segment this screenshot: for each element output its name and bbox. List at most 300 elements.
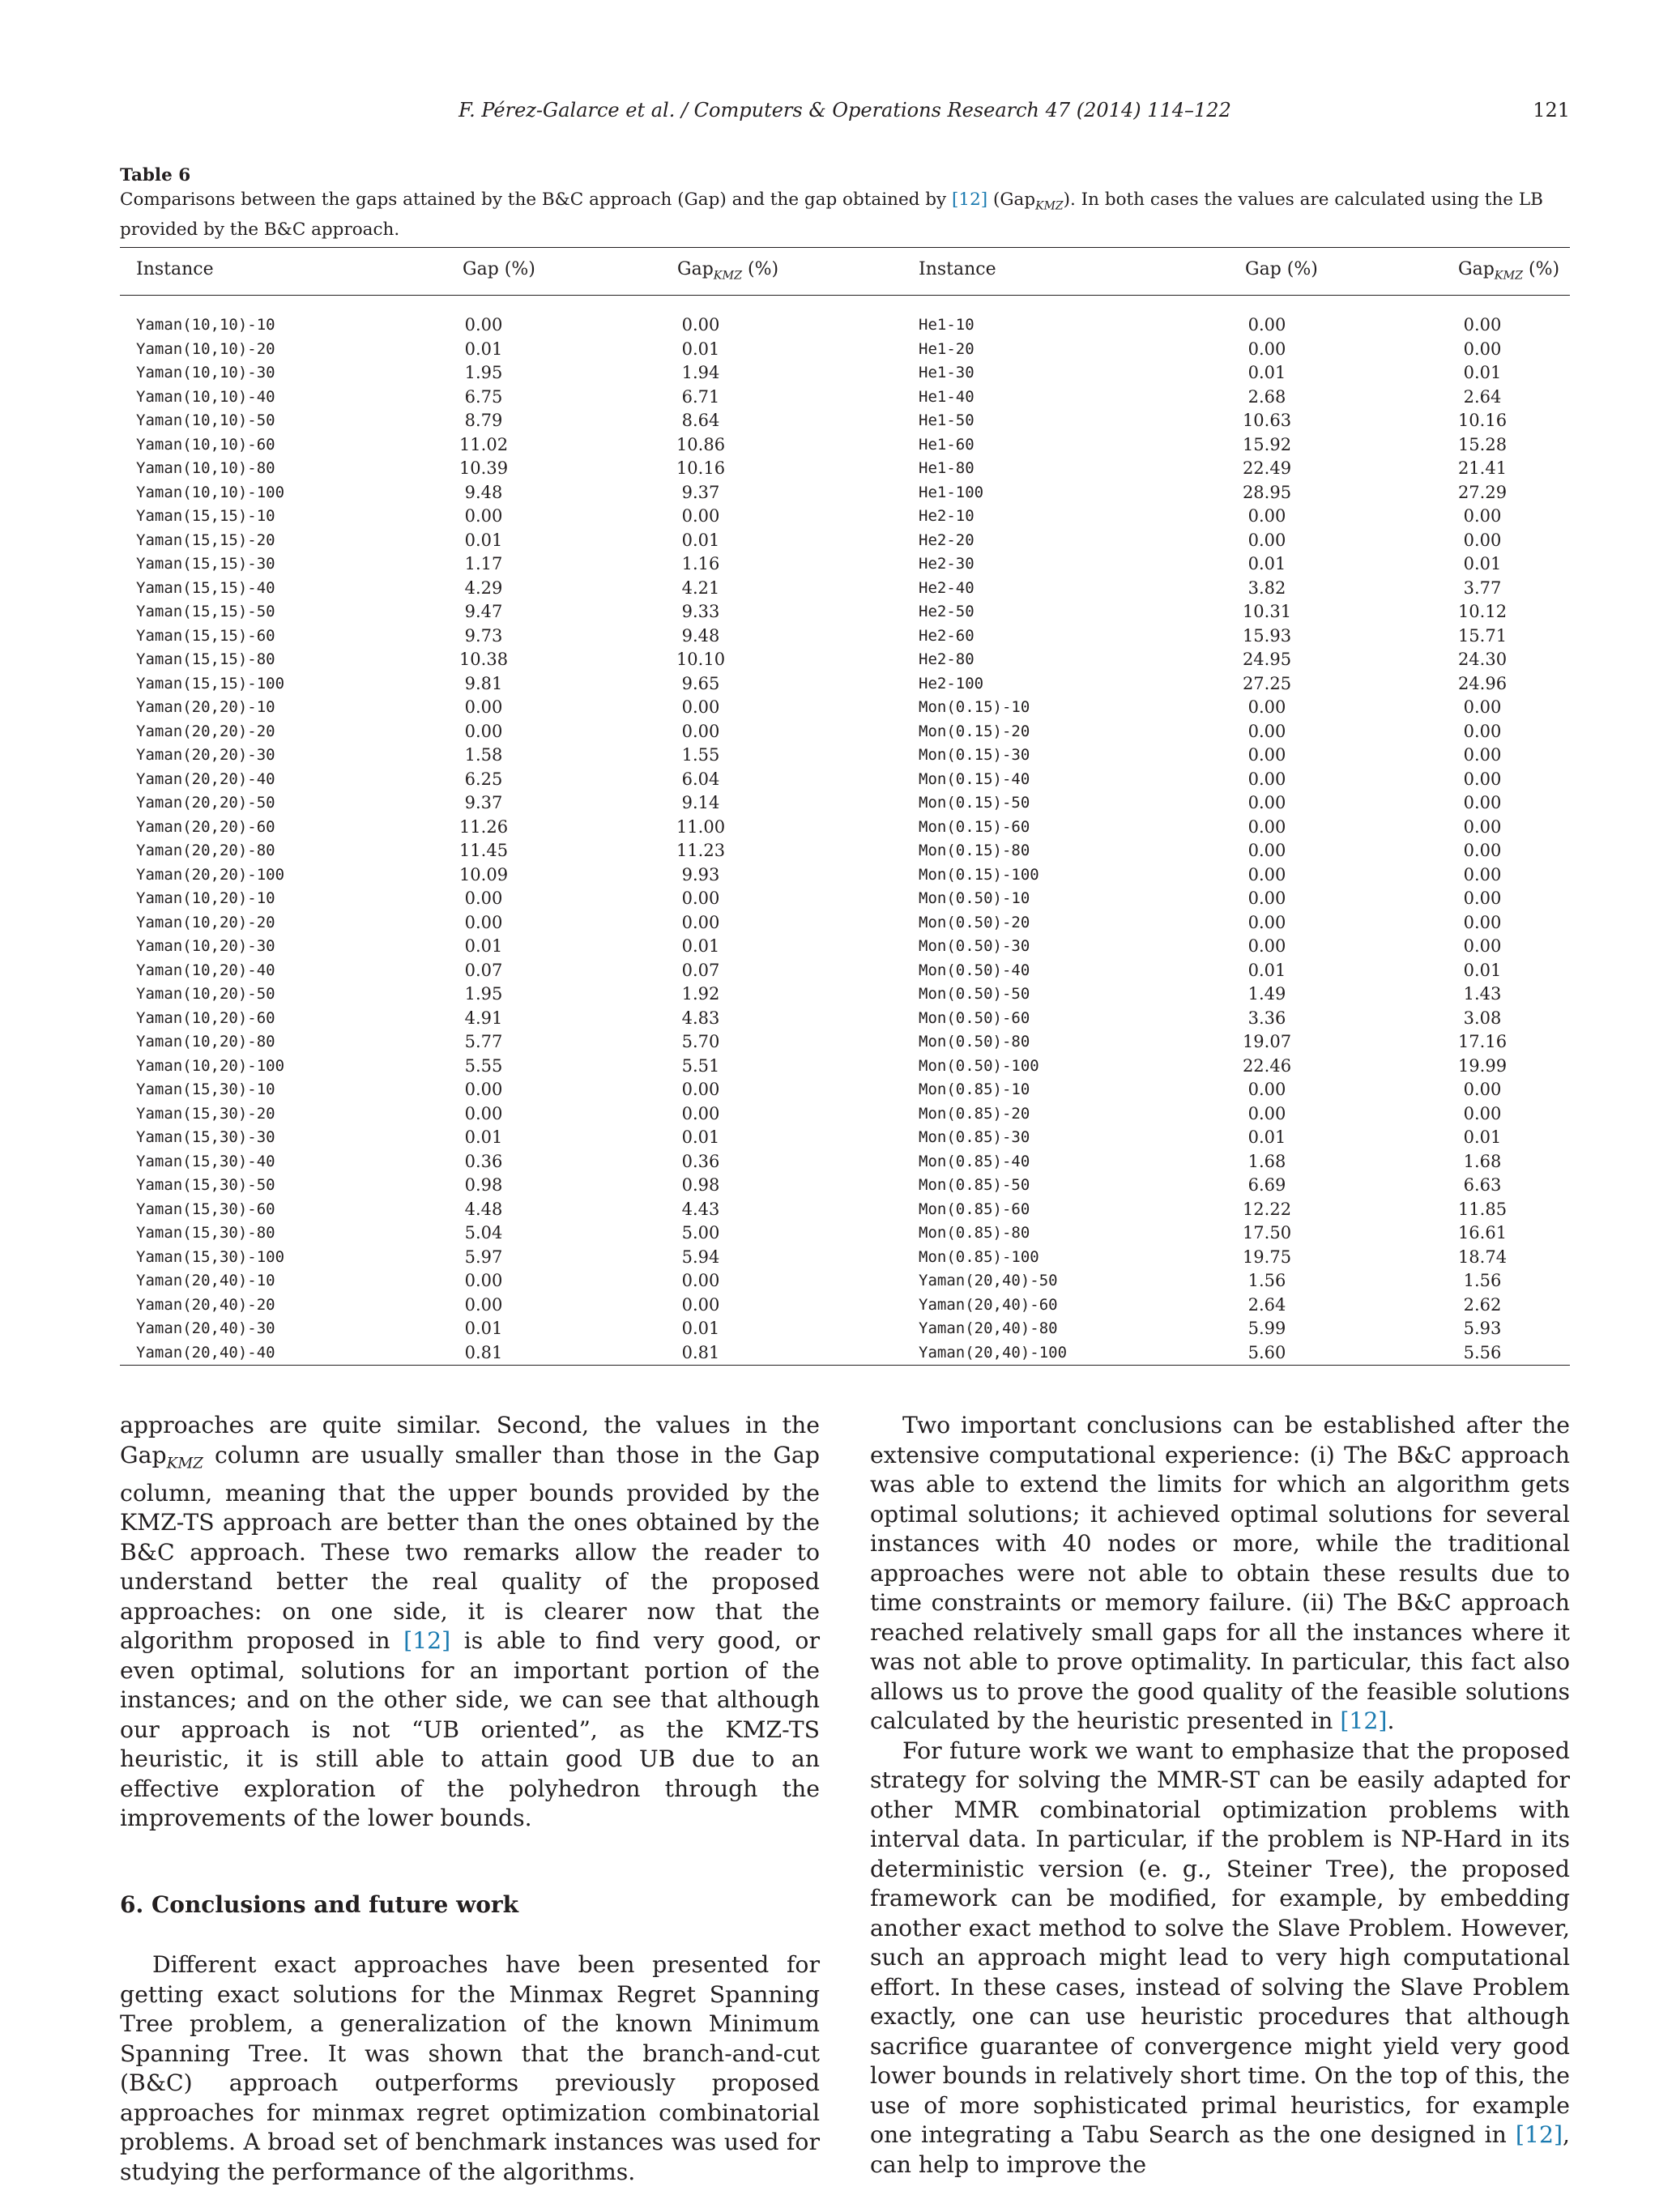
header-instance-left: Instance xyxy=(136,259,214,279)
cell-instance-right: He1-10 xyxy=(919,316,975,334)
cell-gap-left: 0.81 xyxy=(464,1342,503,1362)
cell-gapkmz-right: 0.00 xyxy=(1463,769,1502,789)
table-body xyxy=(120,296,1570,1365)
table-row xyxy=(120,1102,1570,1127)
cell-gapkmz-right: 0.00 xyxy=(1463,697,1502,717)
cell-instance-right: Mon(0.50)-50 xyxy=(919,985,1030,1003)
cell-gap-left: 4.48 xyxy=(464,1199,503,1219)
cell-gapkmz-right: 11.85 xyxy=(1457,1199,1508,1219)
cell-gapkmz-left: 10.86 xyxy=(676,434,726,454)
cell-gapkmz-left: 11.00 xyxy=(676,816,726,837)
table-row xyxy=(120,1269,1570,1294)
cell-instance-left: Yaman(10,20)-20 xyxy=(136,913,275,931)
cell-gapkmz-right: 15.71 xyxy=(1457,625,1508,646)
table-row xyxy=(120,577,1570,601)
cell-instance-right: He1-50 xyxy=(919,411,975,429)
table-row xyxy=(120,1078,1570,1102)
cell-gap-left: 0.36 xyxy=(464,1151,503,1171)
table-row xyxy=(120,887,1570,911)
table-row xyxy=(120,959,1570,983)
cell-gapkmz-left: 0.00 xyxy=(681,889,720,908)
cell-gapkmz-right: 10.16 xyxy=(1457,411,1508,430)
cell-instance-left: Yaman(15,15)-20 xyxy=(136,531,275,549)
cell-instance-right: Mon(0.85)-60 xyxy=(919,1200,1030,1218)
cell-instance-right: Mon(0.85)-10 xyxy=(919,1080,1030,1098)
cell-instance-left: Yaman(20,20)-30 xyxy=(136,746,275,764)
cell-instance-left: Yaman(10,10)-50 xyxy=(136,411,275,429)
cell-instance-right: Mon(0.15)-10 xyxy=(919,698,1030,716)
left-paragraph-1 xyxy=(120,1411,820,1834)
cell-gap-right: 0.00 xyxy=(1247,506,1286,526)
cell-gapkmz-left: 6.71 xyxy=(681,386,720,407)
cell-gapkmz-right: 10.12 xyxy=(1457,602,1508,621)
cell-instance-right: Mon(0.15)-80 xyxy=(919,842,1030,859)
table-row xyxy=(120,768,1570,792)
cell-gapkmz-right: 16.61 xyxy=(1457,1223,1508,1242)
cell-gapkmz-left: 0.36 xyxy=(681,1151,720,1171)
cell-gapkmz-right: 0.01 xyxy=(1463,554,1502,573)
right-p2-text-a: For future work we want to emphasize that the proposed strategy for solving the MMR-ST can be easily adapted for other MMR combinatorial optimization problems with interval data. In particular, if the problem is NP-Hard in its deterministic version (e. g., Steiner Tree), the proposed framework can be modified, for example, by embedding another exact method to solve the Slave Problem. However, such an approach might lead to very high computational effort. In these cases, instead of solving the Slave Problem exactly, one can use heuristic procedures that although sacrifice guarantee of convergence might yield very good lower bounds in relatively short time. On the top of this, the use of more sophisticated primal heuristics, for example one integrating a Tabu Search as the one designed in xyxy=(870,1737,1570,2148)
cell-instance-left: Yaman(10,10)-60 xyxy=(136,435,275,454)
cell-gap-right: 1.49 xyxy=(1247,984,1286,1004)
cell-gap-right: 0.01 xyxy=(1247,1127,1286,1147)
cell-gap-right: 5.99 xyxy=(1247,1319,1286,1338)
table-row xyxy=(120,386,1570,410)
cell-gapkmz-left: 0.00 xyxy=(681,721,720,741)
cell-gap-left: 0.00 xyxy=(464,506,503,526)
cell-gap-left: 4.91 xyxy=(464,1008,503,1028)
cell-instance-right: Mon(0.50)-40 xyxy=(919,961,1030,979)
table-row xyxy=(120,624,1570,649)
cell-instance-left: Yaman(20,40)-30 xyxy=(136,1319,275,1337)
caption-text-gap: (Gap xyxy=(987,190,1036,210)
cell-instance-right: Mon(0.50)-20 xyxy=(919,913,1030,931)
table-row xyxy=(120,361,1570,386)
cell-gapkmz-right: 0.00 xyxy=(1463,841,1502,860)
cell-gapkmz-left: 11.23 xyxy=(676,841,726,860)
cell-gap-right: 0.00 xyxy=(1247,864,1286,884)
table-row xyxy=(120,648,1570,672)
cell-instance-right: Mon(0.85)-80 xyxy=(919,1224,1030,1242)
table-row xyxy=(120,672,1570,697)
table-row xyxy=(120,313,1570,338)
cell-instance-right: He2-50 xyxy=(919,603,975,620)
cell-gap-right: 0.00 xyxy=(1247,889,1286,908)
cell-gap-right: 0.00 xyxy=(1247,745,1286,765)
cell-instance-right: Yaman(20,40)-100 xyxy=(919,1343,1068,1362)
table-row xyxy=(120,1246,1570,1270)
table-row xyxy=(120,816,1570,840)
cell-instance-right: He2-30 xyxy=(919,555,975,573)
cell-gapkmz-right: 0.00 xyxy=(1463,936,1502,956)
header-gap-left: Gap (%) xyxy=(463,259,535,279)
cell-gapkmz-right: 0.00 xyxy=(1463,889,1502,908)
cell-gapkmz-right: 0.01 xyxy=(1463,363,1502,382)
cell-gap-right: 19.75 xyxy=(1242,1247,1292,1267)
cell-instance-left: Yaman(20,20)-50 xyxy=(136,794,275,812)
cell-instance-right: He1-40 xyxy=(919,387,975,406)
cell-gap-left: 6.25 xyxy=(464,769,503,789)
cell-gapkmz-right: 24.96 xyxy=(1457,673,1508,693)
table-row xyxy=(120,1341,1570,1366)
cell-instance-left: Yaman(10,20)-10 xyxy=(136,889,275,907)
cell-instance-right: He2-80 xyxy=(919,650,975,668)
cell-gap-right: 0.00 xyxy=(1247,697,1286,717)
cell-instance-left: Yaman(15,15)-10 xyxy=(136,507,275,525)
cell-gap-left: 10.38 xyxy=(458,650,509,669)
table-caption xyxy=(120,164,1570,242)
table-row xyxy=(120,863,1570,888)
cell-gap-right: 0.00 xyxy=(1247,912,1286,932)
cell-gap-right: 24.95 xyxy=(1242,650,1292,669)
left-text-column xyxy=(120,1411,820,2187)
cell-instance-left: Yaman(15,30)-80 xyxy=(136,1224,275,1242)
cell-gap-left: 11.26 xyxy=(458,816,509,837)
right-text-column xyxy=(870,1411,1570,2180)
cell-gapkmz-left: 5.70 xyxy=(681,1032,720,1051)
cell-instance-right: He1-30 xyxy=(919,364,975,381)
cell-gapkmz-left: 1.92 xyxy=(681,984,720,1004)
table-row xyxy=(120,791,1570,816)
cell-gap-left: 0.98 xyxy=(464,1175,503,1195)
cell-instance-left: Yaman(10,20)-40 xyxy=(136,961,275,979)
cell-gap-right: 2.68 xyxy=(1247,386,1286,407)
cell-gapkmz-right: 18.74 xyxy=(1457,1247,1508,1267)
cell-gapkmz-right: 1.56 xyxy=(1463,1271,1502,1290)
cell-instance-right: He1-100 xyxy=(919,483,984,501)
cell-instance-left: Yaman(20,40)-20 xyxy=(136,1295,275,1314)
cell-gapkmz-left: 9.14 xyxy=(681,793,720,812)
cell-instance-left: Yaman(15,30)-60 xyxy=(136,1200,275,1218)
table-row xyxy=(120,696,1570,720)
cell-instance-right: Mon(0.15)-100 xyxy=(919,865,1039,884)
cell-gap-right: 0.00 xyxy=(1247,793,1286,812)
cell-instance-right: He2-10 xyxy=(919,507,975,525)
cell-gap-left: 9.73 xyxy=(464,625,503,646)
cell-gap-right: 0.01 xyxy=(1247,960,1286,980)
table-row xyxy=(120,1294,1570,1318)
cell-instance-left: Yaman(20,20)-60 xyxy=(136,817,275,836)
cell-gapkmz-left: 4.43 xyxy=(681,1199,720,1219)
cell-gap-right: 0.00 xyxy=(1247,339,1286,359)
cell-instance-right: He2-40 xyxy=(919,578,975,597)
header-gapkmz-left xyxy=(677,259,778,282)
cell-gap-right: 0.00 xyxy=(1247,816,1286,837)
table-row xyxy=(120,1030,1570,1055)
caption-citation-link[interactable]: [12] xyxy=(952,190,988,210)
header-gapkmz-unit: (%) xyxy=(1523,259,1560,279)
cell-gapkmz-right: 19.99 xyxy=(1457,1055,1508,1076)
cell-instance-right: He2-100 xyxy=(919,674,984,693)
left-p1-text-b: column are usually smaller than those in the Gap column, meaning that the upper bounds provided by the KMZ-TS approach are better than the ones obtained by the B&C approach. These two remarks allow the reader to understand better the real quality of the proposed approaches: on one side, it is clearer now that the algorithm proposed in xyxy=(120,1441,820,1655)
table-bottom-rule xyxy=(120,1365,1570,1366)
cell-instance-left: Yaman(15,30)-100 xyxy=(136,1247,285,1266)
header-gapkmz-text: Gap xyxy=(1458,259,1495,279)
right-p1-citation-link[interactable]: [12] xyxy=(1340,1707,1388,1734)
cell-gapkmz-left: 0.00 xyxy=(681,1080,720,1099)
cell-gap-left: 0.00 xyxy=(464,721,503,741)
cell-gap-right: 0.00 xyxy=(1247,769,1286,789)
cell-instance-left: Yaman(20,20)-40 xyxy=(136,769,275,788)
cell-gap-left: 0.00 xyxy=(464,1271,503,1290)
cell-gapkmz-left: 8.64 xyxy=(681,411,720,430)
header-gap-right: Gap (%) xyxy=(1245,259,1318,279)
cell-gap-left: 5.55 xyxy=(464,1055,503,1076)
cell-instance-right: Mon(0.15)-20 xyxy=(919,722,1030,740)
cell-gapkmz-right: 0.00 xyxy=(1463,1080,1502,1099)
cell-gap-left: 1.95 xyxy=(464,363,503,382)
cell-gap-right: 12.22 xyxy=(1242,1199,1292,1219)
cell-gap-right: 5.60 xyxy=(1247,1342,1286,1362)
cell-gapkmz-right: 0.00 xyxy=(1463,793,1502,812)
cell-instance-right: He1-60 xyxy=(919,435,975,454)
table-row xyxy=(120,552,1570,577)
cell-instance-left: Yaman(15,15)-50 xyxy=(136,603,275,620)
cell-gapkmz-right: 21.41 xyxy=(1457,458,1508,478)
right-p1-text-b: . xyxy=(1387,1707,1395,1734)
table-row xyxy=(120,600,1570,624)
cell-gap-left: 0.00 xyxy=(464,912,503,932)
cell-gapkmz-left: 9.65 xyxy=(681,673,720,693)
table-row xyxy=(120,1126,1570,1150)
table-row xyxy=(120,505,1570,529)
cell-gapkmz-right: 0.00 xyxy=(1463,912,1502,932)
cell-gapkmz-left: 0.81 xyxy=(681,1342,720,1362)
cell-gapkmz-left: 5.51 xyxy=(681,1055,720,1076)
cell-instance-right: Mon(0.85)-40 xyxy=(919,1152,1030,1170)
cell-instance-right: He2-20 xyxy=(919,531,975,549)
cell-gap-left: 0.00 xyxy=(464,889,503,908)
left-p1-text-a: approaches are quite similar. Second, the values in the Gap xyxy=(120,1412,820,1468)
cell-gapkmz-right: 15.28 xyxy=(1457,434,1508,454)
cell-gap-right: 27.25 xyxy=(1242,673,1292,693)
cell-instance-right: Mon(0.15)-30 xyxy=(919,746,1030,764)
left-paragraph-2: Different exact approaches have been presented for getting exact solutions for the Minmax Regret Spanning Tree problem, a generalization of the known Minimum Spanning Tree. It was shown that the branch-and-cut (B&C) approach outperforms previously proposed approaches for minmax regret optimization combinatorial problems. A broad set of benchmark instances was used for studying the performance of the algorithms. xyxy=(120,1951,820,2185)
cell-gap-right: 2.64 xyxy=(1247,1294,1286,1315)
cell-instance-left: Yaman(15,30)-20 xyxy=(136,1104,275,1123)
cell-gap-left: 1.17 xyxy=(464,554,503,573)
cell-gap-left: 0.00 xyxy=(464,1294,503,1315)
cell-gapkmz-left: 9.37 xyxy=(681,482,720,502)
cell-gap-left: 0.01 xyxy=(464,936,503,956)
cell-gap-left: 0.01 xyxy=(464,339,503,359)
cell-gapkmz-left: 1.94 xyxy=(681,363,720,382)
cell-gap-right: 3.36 xyxy=(1247,1008,1286,1028)
table-row xyxy=(120,982,1570,1007)
cell-instance-right: Yaman(20,40)-50 xyxy=(919,1272,1058,1289)
cell-instance-right: Mon(0.50)-10 xyxy=(919,889,1030,907)
cell-gapkmz-right: 1.68 xyxy=(1463,1151,1502,1171)
cell-instance-left: Yaman(20,20)-80 xyxy=(136,842,275,859)
cell-gapkmz-left: 0.00 xyxy=(681,912,720,932)
cell-gapkmz-right: 0.00 xyxy=(1463,530,1502,550)
cell-gapkmz-left: 1.55 xyxy=(681,745,720,765)
cell-gap-right: 0.01 xyxy=(1247,363,1286,382)
table-row xyxy=(120,744,1570,768)
cell-instance-right: He1-20 xyxy=(919,339,975,358)
cell-instance-left: Yaman(15,15)-100 xyxy=(136,674,285,693)
cell-gapkmz-left: 5.00 xyxy=(681,1223,720,1242)
section-heading: 6. Conclusions and future work xyxy=(120,1890,519,1918)
cell-instance-left: Yaman(10,10)-80 xyxy=(136,459,275,477)
caption-subscript: KMZ xyxy=(1035,199,1064,213)
left-p1-sub: KMZ xyxy=(166,1455,203,1473)
header-gapkmz-right xyxy=(1458,259,1559,282)
caption-text-end: ). In both cases the values are calculated using the LB provided by the B&C approach. xyxy=(120,190,1543,241)
page-number: 121 xyxy=(1533,99,1570,121)
cell-gapkmz-right: 0.00 xyxy=(1463,864,1502,884)
cell-gapkmz-left: 0.00 xyxy=(681,506,720,526)
cell-instance-left: Yaman(20,20)-20 xyxy=(136,722,275,740)
cell-gapkmz-right: 2.62 xyxy=(1463,1294,1502,1315)
cell-gapkmz-left: 6.04 xyxy=(681,769,720,789)
cell-instance-left: Yaman(10,20)-30 xyxy=(136,937,275,955)
cell-gap-right: 0.00 xyxy=(1247,1103,1286,1123)
cell-gapkmz-right: 0.00 xyxy=(1463,339,1502,359)
cell-instance-left: Yaman(15,30)-10 xyxy=(136,1080,275,1098)
left-p1-citation-link[interactable]: [12] xyxy=(403,1627,451,1655)
cell-gapkmz-left: 0.00 xyxy=(681,1294,720,1315)
cell-gap-right: 15.93 xyxy=(1242,625,1292,646)
cell-instance-right: Yaman(20,40)-60 xyxy=(919,1295,1058,1314)
cell-gap-left: 0.01 xyxy=(464,1127,503,1147)
cell-gapkmz-right: 0.00 xyxy=(1463,816,1502,837)
cell-gap-left: 0.00 xyxy=(464,1080,503,1099)
cell-gap-right: 19.07 xyxy=(1242,1032,1292,1051)
cell-gap-left: 6.75 xyxy=(464,386,503,407)
cell-instance-right: Yaman(20,40)-80 xyxy=(919,1319,1058,1337)
cell-instance-left: Yaman(10,20)-60 xyxy=(136,1008,275,1027)
cell-gapkmz-left: 9.48 xyxy=(681,625,720,646)
cell-gap-right: 10.31 xyxy=(1242,602,1292,621)
cell-gapkmz-left: 10.10 xyxy=(676,650,726,669)
cell-instance-left: Yaman(10,20)-100 xyxy=(136,1056,285,1075)
header-gapkmz-text: Gap xyxy=(677,259,714,279)
table-row xyxy=(120,1198,1570,1222)
cell-gap-right: 0.00 xyxy=(1247,1080,1286,1099)
table-label: Table 6 xyxy=(120,165,191,185)
right-p1-text-a: Two important conclusions can be established after the extensive computational experience: (i) The B&C approach was able to extend the limits for which an algorithm gets optimal solutions; it achieved optimal solutions for several instances with 40 nodes or more, while the traditional approaches were not able to obtain these results due to time constraints or memory failure. (ii) The B&C approach reached relatively small gaps for all the instances where it was not able to prove optimality. In particular, this fact also allows us to prove the good quality of the feasible solutions calculated by the heuristic presented in xyxy=(870,1412,1570,1734)
cell-instance-right: Mon(0.15)-40 xyxy=(919,769,1030,788)
running-title: F. Pérez-Galarce et al. / Computers & Operations Research 47 (2014) 114–122 xyxy=(458,99,1231,121)
header-instance-right: Instance xyxy=(919,259,996,279)
cell-instance-left: Yaman(10,10)-10 xyxy=(136,316,275,334)
table-row xyxy=(120,481,1570,505)
cell-instance-left: Yaman(15,30)-40 xyxy=(136,1152,275,1170)
cell-gap-left: 0.00 xyxy=(464,697,503,717)
cell-instance-left: Yaman(20,20)-10 xyxy=(136,698,275,716)
cell-gapkmz-right: 6.63 xyxy=(1463,1175,1502,1195)
cell-instance-right: Mon(0.50)-60 xyxy=(919,1008,1030,1027)
table-row xyxy=(120,720,1570,744)
cell-gapkmz-left: 4.21 xyxy=(681,578,720,598)
results-table xyxy=(120,247,1570,1366)
cell-gap-left: 10.09 xyxy=(458,864,509,884)
cell-gap-left: 5.04 xyxy=(464,1223,503,1242)
cell-gap-right: 6.69 xyxy=(1247,1175,1286,1195)
cell-gapkmz-left: 0.01 xyxy=(681,1319,720,1338)
cell-gap-right: 0.00 xyxy=(1247,841,1286,860)
header-gapkmz-sub: KMZ xyxy=(713,269,743,283)
cell-gapkmz-right: 0.01 xyxy=(1463,960,1502,980)
caption-text-start: Comparisons between the gaps attained by the B&C approach (Gap) and the gap obtained by xyxy=(120,190,953,210)
table-row xyxy=(120,1174,1570,1198)
table-row xyxy=(120,1317,1570,1341)
table-row xyxy=(120,1150,1570,1174)
cell-gapkmz-left: 0.01 xyxy=(681,1127,720,1147)
cell-instance-right: Mon(0.50)-100 xyxy=(919,1056,1039,1075)
cell-gap-right: 28.95 xyxy=(1242,482,1292,502)
left-p1-text-c: is able to find very good, or even optimal, solutions for an important portion of the instances; and on the other side, we can see that although our approach is not “UB oriented”, as the KMZ-TS heuristic, it is still able to attain good UB due to an effective exploration of the polyhedron through the improvements of the lower bounds. xyxy=(120,1627,820,1832)
cell-gapkmz-left: 0.01 xyxy=(681,339,720,359)
right-paragraph-1 xyxy=(870,1411,1570,1737)
cell-gapkmz-right: 0.00 xyxy=(1463,1103,1502,1123)
cell-instance-right: Mon(0.85)-20 xyxy=(919,1104,1030,1123)
cell-instance-left: Yaman(10,10)-100 xyxy=(136,483,285,501)
table-row xyxy=(120,911,1570,936)
table-row xyxy=(120,457,1570,481)
cell-gap-right: 3.82 xyxy=(1247,578,1286,598)
table-row xyxy=(120,409,1570,433)
table-row xyxy=(120,935,1570,959)
cell-gap-left: 0.00 xyxy=(464,315,503,335)
right-p2-citation-link[interactable]: [12] xyxy=(1515,2121,1563,2148)
cell-instance-right: Mon(0.15)-60 xyxy=(919,817,1030,836)
cell-gapkmz-left: 0.01 xyxy=(681,936,720,956)
cell-gap-right: 0.00 xyxy=(1247,315,1286,335)
cell-instance-left: Yaman(10,20)-50 xyxy=(136,985,275,1003)
cell-gapkmz-right: 5.93 xyxy=(1463,1319,1502,1338)
cell-gap-left: 1.58 xyxy=(464,745,503,765)
cell-gap-left: 0.00 xyxy=(464,1103,503,1123)
cell-gapkmz-left: 0.00 xyxy=(681,1271,720,1290)
table-row xyxy=(120,1055,1570,1079)
cell-gapkmz-right: 0.01 xyxy=(1463,1127,1502,1147)
header-gapkmz-sub: KMZ xyxy=(1494,269,1524,283)
right-paragraph-2 xyxy=(870,1737,1570,2180)
cell-instance-left: Yaman(15,30)-30 xyxy=(136,1128,275,1146)
cell-instance-right: Mon(0.50)-80 xyxy=(919,1033,1030,1051)
cell-gapkmz-right: 17.16 xyxy=(1457,1032,1508,1051)
cell-gap-right: 0.00 xyxy=(1247,530,1286,550)
cell-gapkmz-left: 9.33 xyxy=(681,602,720,621)
table-row xyxy=(120,1221,1570,1246)
cell-gap-left: 4.29 xyxy=(464,578,503,598)
cell-gap-left: 11.45 xyxy=(458,841,509,860)
cell-instance-left: Yaman(15,15)-40 xyxy=(136,578,275,597)
cell-gapkmz-left: 5.94 xyxy=(681,1247,720,1267)
cell-gapkmz-left: 0.07 xyxy=(681,960,720,980)
cell-gap-left: 9.47 xyxy=(464,602,503,621)
cell-gap-right: 1.56 xyxy=(1247,1271,1286,1290)
cell-gap-left: 0.07 xyxy=(464,960,503,980)
cell-gapkmz-left: 1.16 xyxy=(681,554,720,573)
cell-gapkmz-right: 27.29 xyxy=(1457,482,1508,502)
cell-instance-left: Yaman(10,10)-30 xyxy=(136,364,275,381)
table-row xyxy=(120,1007,1570,1031)
cell-instance-left: Yaman(10,10)-20 xyxy=(136,339,275,358)
cell-gap-right: 22.46 xyxy=(1242,1055,1292,1076)
cell-instance-left: Yaman(10,10)-40 xyxy=(136,387,275,406)
cell-instance-left: Yaman(20,40)-40 xyxy=(136,1343,275,1362)
cell-instance-right: He1-80 xyxy=(919,459,975,477)
cell-gapkmz-right: 5.56 xyxy=(1463,1342,1502,1362)
cell-gap-right: 17.50 xyxy=(1242,1223,1292,1242)
table-row xyxy=(120,338,1570,362)
cell-instance-left: Yaman(10,20)-80 xyxy=(136,1033,275,1051)
cell-gap-left: 1.95 xyxy=(464,984,503,1004)
cell-gap-left: 9.48 xyxy=(464,482,503,502)
